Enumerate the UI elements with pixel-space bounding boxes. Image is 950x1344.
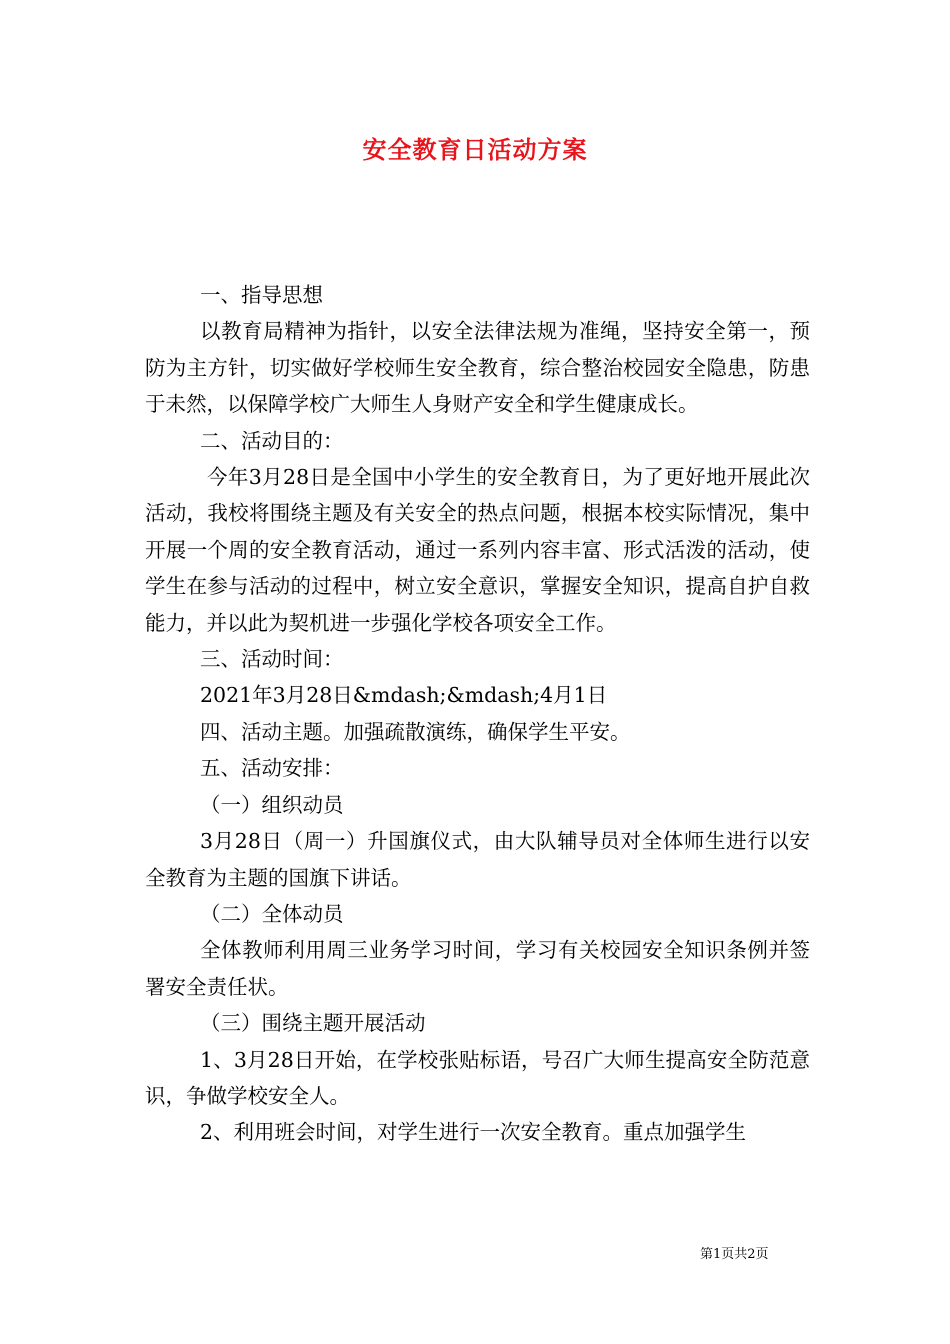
section-heading-activity-theme: 四、活动主题。加强疏散演练，确保学生平安。 xyxy=(200,719,631,744)
subheading-organize-mobilization: （一）组织动员 xyxy=(200,792,344,817)
paragraph-teacher-study: 全体教师利用周三业务学习时间，学习有关校园安全知识条例并签署安全责任状。 xyxy=(145,938,810,999)
subheading-all-staff-mobilization: （二）全体动员 xyxy=(200,901,344,926)
paragraph-guiding-ideology: 以教育局精神为指针，以安全法律法规为准绳，坚持安全第一，预防为主方针，切实做好学校师生安全教育，综合整治校园安全隐患，防患于未然，以保障学校广大师生人身财产安全和学生健康成长。 xyxy=(145,319,810,417)
paragraph-activity-time: 2021年3月28日&mdash;&mdash;4月1日 xyxy=(200,683,608,708)
paragraph-flag-ceremony: 3月28日（周一）升国旗仪式，由大队辅导员对全体师生进行以安全教育为主题的国旗下讲话。 xyxy=(145,829,810,890)
section-heading-activity-arrangement: 五、活动安排： xyxy=(200,756,344,781)
document-body xyxy=(145,277,810,1151)
list-item-class-meeting: 2、利用班会时间，对学生进行一次安全教育。重点加强学生 xyxy=(200,1120,747,1145)
section-heading-guiding-ideology: 一、指导思想 xyxy=(200,283,323,307)
section-heading-activity-time: 三、活动时间： xyxy=(200,647,344,672)
list-item-slogans: 1、3月28日开始，在学校张贴标语，号召广大师生提高安全防范意识，争做学校安全人。 xyxy=(145,1047,810,1108)
paragraph-activity-purpose: 今年3月28日是全国中小学生的安全教育日，为了更好地开展此次活动，我校将围绕主题及有关安全的热点问题，根据本校实际情况，集中开展一个周的安全教育活动，通过一系列内容丰富、形式活泼的活动，使学生在参与活动的过程中，树立安全意识，掌握安全知识，提高自护自救能力，并以此为契机进一步强化学校各项安全工作。 xyxy=(145,465,810,635)
subheading-theme-activities: （三）围绕主题开展活动 xyxy=(200,1011,426,1036)
section-heading-activity-purpose: 二、活动目的： xyxy=(200,428,344,453)
page-title: 安全教育日活动方案 xyxy=(362,135,588,164)
page-indicator: 第1页共2页 xyxy=(700,1247,769,1262)
